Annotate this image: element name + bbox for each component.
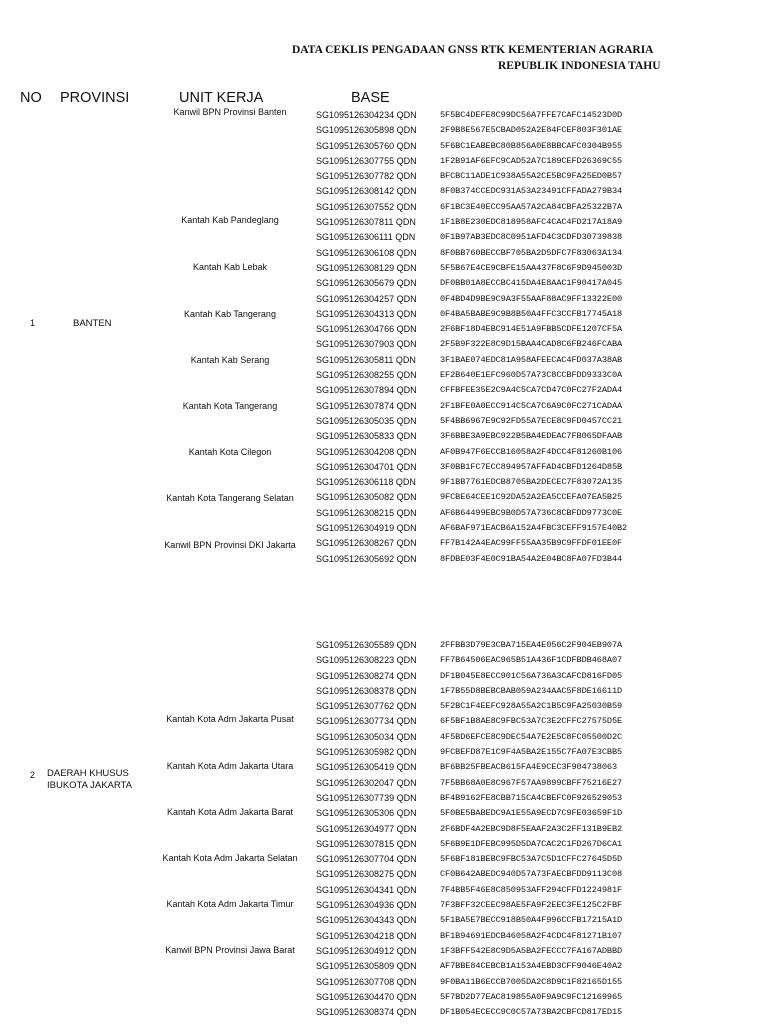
unit-kerja-label: Kanwil BPN Provinsi Jawa Barat — [165, 945, 295, 955]
serial-number: SG1095126305809 QDN — [316, 961, 417, 972]
table-row — [0, 638, 768, 653]
serial-number: SG1095126308378 QDN — [316, 685, 417, 696]
serial-number: SG1095126307811 QDN — [316, 217, 416, 228]
base-code: 5F1BA5E7BECC918B50A4F996CCFB17215A1D — [440, 915, 623, 926]
unit-kerja-label: Kantah Kota Cilegon — [188, 447, 272, 457]
table-row — [0, 200, 768, 215]
serial-number: SG1095126304257 QDN — [316, 293, 417, 304]
province-name: DAERAH KHUSUS IBUKOTA JAKARTA — [47, 768, 132, 791]
row-number: 2 — [30, 770, 36, 780]
base-code: DF1B045E8ECC901C56A736A3CAFCD816FD05 — [440, 670, 623, 681]
base-code: DF1B054ECECC9C0C57A73BA2CBFCD817ED15 — [440, 1007, 623, 1018]
serial-number: SG1095126305679 QDN — [316, 278, 417, 289]
unit-kerja-label: Kantah Kota Adm Jakarta Utara — [166, 761, 294, 771]
serial-number: SG1095126308129 QDN — [316, 262, 417, 273]
data-rows — [0, 108, 768, 567]
base-code: 5F5B67E4CE9CBFE15AA437F8C6F9D945003D — [440, 262, 623, 273]
base-code: 6F5BF1B8AE8C9FBC53A7C3E2CFFC27575D5E — [440, 716, 623, 727]
base-code: BF6BB25FBEACB615FA4E9CEC3F904738063 — [440, 762, 617, 773]
table-row — [0, 292, 768, 307]
serial-number: SG1095126305898 QDN — [316, 125, 417, 136]
serial-number: SG1095126304919 QDN — [316, 523, 417, 534]
table-row — [0, 806, 768, 821]
serial-number: SG1095126304313 QDN — [316, 308, 417, 319]
table-row — [0, 699, 768, 714]
table-row — [0, 959, 768, 974]
base-code: 0F4BA5BABE9C9B8B50A4FFC3CCFB17745A18 — [440, 308, 623, 319]
title-line-2: REPUBLIK INDONESIA TAHU — [498, 60, 661, 72]
base-code: 5F2BC1F4EEFC928A55A2C1B5C9FA25030B59 — [440, 701, 623, 712]
serial-number: SG1095126304701 QDN — [316, 461, 417, 472]
table-row — [0, 714, 768, 729]
base-code: 2F1BFE0A0ECC914C5CA7C6A9C0FC271CADAA — [440, 400, 623, 411]
serial-number: SG1095126307874 QDN — [316, 400, 417, 411]
serial-number: SG1095126304341 QDN — [316, 884, 417, 895]
serial-number: SG1095126304912 QDN — [316, 945, 417, 956]
table-row — [0, 521, 768, 536]
serial-number: SG1095126304234 QDN — [316, 110, 417, 120]
base-code: 3F6BBE3A9EBC922B5BA4EDEAC7FB065DFAAB — [440, 431, 623, 442]
serial-number: SG1095126307894 QDN — [316, 385, 417, 396]
table-row — [0, 898, 768, 913]
table-row — [0, 990, 768, 1005]
serial-number: SG1095126307734 QDN — [316, 716, 417, 727]
table-row — [0, 429, 768, 444]
base-code: 1F1B8E230EDC818958AFC4CAC4FD217A18A9 — [440, 217, 623, 228]
table-row — [0, 475, 768, 490]
serial-number: SG1095126308274 QDN — [316, 670, 417, 681]
row-number: 1 — [30, 318, 36, 328]
table-row — [0, 837, 768, 852]
serial-number: SG1095126308223 QDN — [316, 655, 417, 666]
table-row — [0, 944, 768, 959]
province-name: BANTEN — [73, 318, 112, 329]
table-row — [0, 276, 768, 291]
table-row — [0, 322, 768, 337]
document-title — [292, 42, 768, 74]
serial-number: SG1095126304766 QDN — [316, 324, 417, 335]
serial-number: SG1095126305833 QDN — [316, 431, 417, 442]
serial-number: SG1095126305811 QDN — [316, 354, 416, 365]
table-row — [0, 246, 768, 261]
serial-number: SG1095126306111 QDN — [316, 232, 416, 243]
base-code: 8F0BB760BECCBF705BA2D5DFC7F83063A134 — [440, 247, 623, 258]
serial-number: SG1095126305034 QDN — [316, 731, 417, 742]
table-row — [0, 822, 768, 837]
serial-number: SG1095126304218 QDN — [316, 930, 417, 941]
base-code: 3F0BB1FC7ECC894957AFFAD4CBFD1264D85B — [440, 461, 623, 472]
table-row — [0, 684, 768, 699]
base-code: 1F7B55D8BEBCBAB059A234AAC5F8DE16611D — [440, 685, 623, 696]
serial-number: SG1095126304470 QDN — [316, 991, 417, 1002]
base-code: 7F4BB5F46E8C850953AFF294CFFD1224981F — [440, 884, 623, 895]
serial-number: SG1095126305589 QDN — [316, 640, 417, 650]
table-row — [0, 791, 768, 806]
table-row — [0, 307, 768, 322]
base-code: 9F1BB7761EDCB8705BA2DECEC7F83072A135 — [440, 477, 623, 488]
base-code: FF7B142A4EAC99FF55AA35B9C9FFDF01EE0F — [440, 538, 623, 549]
serial-number: SG1095126304343 QDN — [316, 915, 417, 926]
table-row — [0, 745, 768, 760]
table-row — [0, 506, 768, 521]
unit-kerja-label: Kantah Kab Tangerang — [184, 309, 276, 319]
unit-kerja-label: Kantah Kab Serang — [190, 355, 270, 365]
base-code: 5F6BF181BEBC9FBC53A7C5D1CFFC27645D5D — [440, 854, 623, 865]
base-code: 5F0BE5BABEDC9A1E55A9ECD7C9FE03659F1D — [440, 808, 623, 819]
serial-number: SG1095126307708 QDN — [316, 976, 417, 987]
base-code: FF7B64506EAC965B51A436F1CDFBDB468A07 — [440, 655, 623, 666]
base-code: AF0B947F6ECCB16058A2F4DCC4F81260B106 — [440, 446, 623, 457]
data-rows — [0, 638, 768, 1020]
unit-kerja-label: Kantah Kota Adm Jakarta Pusat — [166, 714, 294, 724]
serial-number: SG1095126308374 QDN — [316, 1007, 417, 1018]
table-row — [0, 337, 768, 352]
unit-kerja-label: Kantah Kota Adm Jakarta Selatan — [162, 853, 298, 863]
serial-number: SG1095126306118 QDN — [316, 477, 416, 488]
table-row — [0, 139, 768, 154]
table-row — [0, 552, 768, 567]
table-row — [0, 215, 768, 230]
base-code: BF4B9162FE8CBB715CA4CBEFC0F926529053 — [440, 792, 623, 803]
column-header-unit-kerja: UNIT KERJA — [179, 90, 264, 106]
table-row — [0, 730, 768, 745]
serial-number: SG1095126307755 QDN — [316, 155, 417, 166]
table-row — [0, 184, 768, 199]
table-row — [0, 353, 768, 368]
base-code: 5F5BC4DEFE8C99DC56A7FFE7CAFC14523D0D — [440, 110, 623, 120]
base-code: DF0BB01A8ECCBC415DA4E8AAC1F90417A045 — [440, 278, 623, 289]
column-header-base: BASE — [351, 90, 390, 106]
serial-number: SG1095126307762 QDN — [316, 701, 417, 712]
base-code: 3F1BAE074EDC81A958AFEECAC4FD037A38AB — [440, 354, 623, 365]
base-code: 4F5BD6EFCE8C9DEC54A7E2E5C8FC05500D2C — [440, 731, 623, 742]
serial-number: SG1095126307782 QDN — [316, 171, 417, 182]
serial-number: SG1095126308267 QDN — [316, 538, 417, 549]
table-row — [0, 653, 768, 668]
serial-number: SG1095126304936 QDN — [316, 900, 417, 911]
base-code: 7F5BB68A0E8C967F57AA9899CBFF75216E27 — [440, 777, 623, 788]
table-row — [0, 929, 768, 944]
column-header-no: NO — [20, 90, 42, 106]
base-code: 9FCBEFD87E1C9F4A5BA2E155C7FA07E3CBB5 — [440, 747, 623, 758]
table-row — [0, 1005, 768, 1020]
serial-number: SG1095126307704 QDN — [316, 854, 417, 865]
base-code: 5F4BB6967E9C92FD55A7ECE8C9FD0457CC21 — [440, 415, 623, 426]
base-code: BFCBC11ADE1C938A55A2CE5BC9FA25ED0B57 — [440, 171, 623, 182]
base-code: 7F3BFF32CEEC98AE5FA9F2EEC3FE125C2FBF — [440, 900, 623, 911]
serial-number: SG1095126307903 QDN — [316, 339, 417, 350]
base-code: 5F6B9E1DFEBC995D5DA7CAC2C1FD267D6CA1 — [440, 838, 623, 849]
base-code: 1F3BFF542E8C9D5A5BA2FECCC7FA167ADBBD — [440, 945, 623, 956]
base-code: 1F2B91AF6EFC9CAD52A7C189CEFD26369C55 — [440, 155, 623, 166]
table-row — [0, 399, 768, 414]
table-row — [0, 169, 768, 184]
base-code: 2F6BDF4A2EBC9D8F5EAAF2A3C2FF131B9EB2 — [440, 823, 623, 834]
serial-number: SG1095126305035 QDN — [316, 415, 417, 426]
serial-number: SG1095126304977 QDN — [316, 823, 417, 834]
serial-number: SG1095126302047 QDN — [316, 777, 417, 788]
base-code: 9FCBE64CEE1C92DA52A2EA5CCEFA07EA5B25 — [440, 492, 623, 503]
serial-number: SG1095126305982 QDN — [316, 747, 417, 758]
base-code: 8F0B374CCEDC931A53A23491CFFADA279B34 — [440, 186, 623, 197]
title-line-1: DATA CEKLIS PENGADAAN GNSS RTK KEMENTERIAN AGRARIA — [292, 44, 654, 56]
base-code: CF0B642ABEDC940D57A73FAECBFDD9113C08 — [440, 869, 623, 880]
table-row — [0, 536, 768, 551]
unit-kerja-label: Kantah Kota Tangerang Selatan — [166, 493, 294, 503]
base-code: 0F1B97AB3EDC8C0951AFD4C3CDFD30739838 — [440, 232, 623, 243]
table-row — [0, 760, 768, 775]
base-code: 2F5B9F322E8C9D15BAA4CAD8C6FB246FCABA — [440, 339, 623, 350]
base-code: BF1B94691EDCB46058A2F4CDC4F81271B107 — [440, 930, 623, 941]
serial-number: SG1095126308275 QDN — [316, 869, 417, 880]
serial-number: SG1095126305760 QDN — [316, 140, 417, 151]
serial-number: SG1095126307739 QDN — [316, 792, 417, 803]
table-row — [0, 368, 768, 383]
unit-kerja-label: Kantah Kota Adm Jakarta Timur — [166, 899, 294, 909]
table-row — [0, 490, 768, 505]
base-code: 5F6BC1EABEBC80B856A0E8BBCAFC0304B955 — [440, 140, 623, 151]
serial-number: SG1095126307815 QDN — [316, 838, 417, 849]
table-row — [0, 383, 768, 398]
base-code: AF7BBE84CEBCB1A153A4EBD3CFF9046E40A2 — [440, 961, 623, 972]
base-code: 2F9B8E567E5CBAD052A2E84FCEF803F301AE — [440, 125, 623, 136]
table-row — [0, 230, 768, 245]
serial-number: SG1095126308255 QDN — [316, 370, 417, 381]
unit-kerja-label: Kantah Kota Adm Jakarta Barat — [166, 807, 294, 817]
base-code: AF6B64499EBC9B0D57A736C8CBFDD9773C0E — [440, 507, 623, 518]
serial-number: SG1095126308142 QDN — [316, 186, 417, 197]
serial-number: SG1095126304208 QDN — [316, 446, 417, 457]
unit-kerja-label: Kantah Kab Lebak — [192, 262, 268, 272]
base-code: 2FFBB3D79E3CBA715EA4E056C2F904EB907A — [440, 640, 623, 650]
table-row — [0, 867, 768, 882]
unit-kerja-label: Kantah Kab Pandeglang — [181, 215, 279, 225]
base-code: 0F4BD4D9BE9C9A3F55AAF88AC9FF13322E00 — [440, 293, 623, 304]
base-code: EF2B640E1EFC960D57A73C8CCBFDD9333C0A — [440, 370, 623, 381]
table-row — [0, 414, 768, 429]
base-code: 9F0BA11B6ECCB7005DA2C8D9C1F82165D155 — [440, 976, 623, 987]
table-row — [0, 123, 768, 138]
table-row — [0, 445, 768, 460]
serial-number: SG1095126305306 QDN — [316, 808, 417, 819]
serial-number: SG1095126305082 QDN — [316, 492, 417, 503]
serial-number: SG1095126305692 QDN — [316, 553, 417, 564]
serial-number: SG1095126305419 QDN — [316, 762, 417, 773]
base-code: CFFBFEE35E2C9A4C5CA7CD47C0FC27F2ADA4 — [440, 385, 623, 396]
serial-number: SG1095126306108 QDN — [316, 247, 417, 258]
base-code: 6F1BC3E40ECC95AA57A2CA84CBFA25322B7A — [440, 201, 623, 212]
column-header-provinsi: PROVINSI — [60, 90, 130, 106]
table-row — [0, 883, 768, 898]
table-row — [0, 913, 768, 928]
table-row — [0, 669, 768, 684]
base-code: 2F6BF18D4EBC914E51A9FBB5CDFE1207CF5A — [440, 324, 623, 335]
table-row — [0, 852, 768, 867]
base-code: 5F7BD2D77EAC819855A0F9A9C9FC12169965 — [440, 991, 623, 1002]
table-row — [0, 154, 768, 169]
table-row — [0, 776, 768, 791]
table-row — [0, 975, 768, 990]
unit-kerja-label: Kantah Kota Tangerang — [182, 401, 278, 411]
serial-number: SG1095126307552 QDN — [316, 201, 417, 212]
unit-kerja-label: Kanwil BPN Provinsi Banten — [173, 107, 287, 117]
base-code: AF6BAF971EACB6A152A4FBC3CEFF9157E40B2 — [440, 523, 628, 534]
serial-number: SG1095126308215 QDN — [316, 507, 417, 518]
table-row — [0, 460, 768, 475]
table-row — [0, 261, 768, 276]
table-row — [0, 108, 768, 123]
unit-kerja-label: Kanwil BPN Provinsi DKI Jakarta — [164, 540, 296, 550]
base-code: 8FDBE03F4E0C91BA54A2E04BC8FA07FD3B44 — [440, 553, 623, 564]
